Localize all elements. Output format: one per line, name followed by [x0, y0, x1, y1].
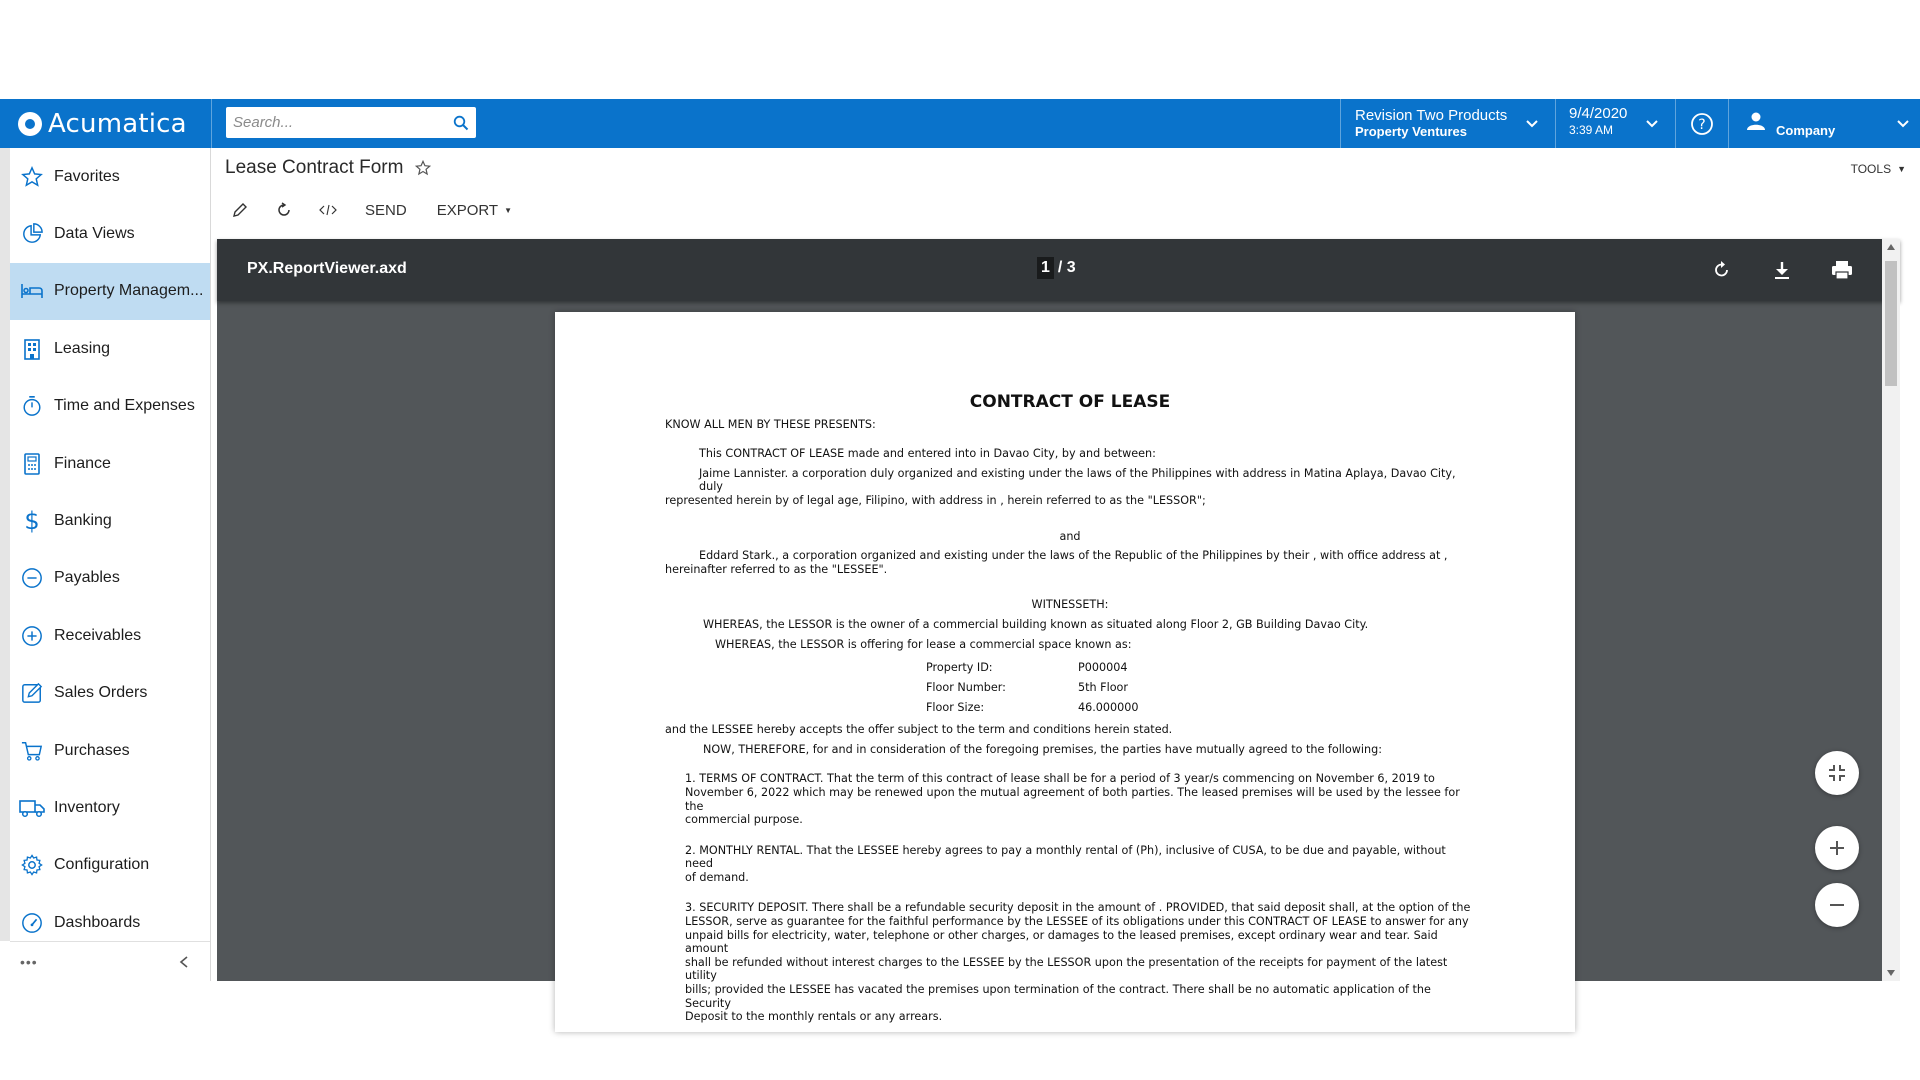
sidebar-item-label: Payables — [54, 569, 120, 587]
sidebar-item-label: Banking — [54, 512, 112, 530]
sidebar-item-leasing[interactable] — [10, 320, 210, 377]
doc-paragraph: of demand. — [685, 870, 749, 884]
sidebar-item-configuration[interactable] — [10, 837, 210, 894]
gear-icon — [20, 853, 44, 877]
refresh-button[interactable] — [269, 195, 299, 225]
sidebar-item-favorites[interactable] — [10, 148, 210, 205]
doc-paragraph: unpaid bills for electricity, water, telephone or other charges, or damages to the leased premises, except ordinary wear and tear. Said amount — [685, 928, 1438, 956]
doc-paragraph: 2. MONTHLY RENTAL. That the LESSEE hereby agrees to pay a monthly rental of (Ph), inclusive of CUSA, to be due and payable, without need — [685, 843, 1446, 871]
chevron-down-icon — [1896, 117, 1910, 131]
minus-circle-icon — [20, 566, 44, 590]
sidebar-item-label: Property Managem... — [54, 282, 204, 300]
plus-icon — [1829, 840, 1845, 856]
rotate-icon — [1712, 260, 1732, 280]
sidebar-item-finance[interactable] — [10, 435, 210, 492]
sidebar-item-label: Purchases — [54, 741, 130, 759]
truck-icon — [20, 796, 44, 820]
gauge-icon — [20, 911, 44, 935]
property-details — [926, 658, 1475, 718]
sidebar-item-inventory[interactable] — [10, 779, 210, 836]
property-value: 5th Floor — [1078, 681, 1128, 695]
doc-paragraph: 1. TERMS OF CONTRACT. That the term of this contract of lease shall be for a period of 3 year/s commencing on November 6, 2019 to — [685, 772, 1435, 786]
property-value: P000004 — [1078, 661, 1128, 675]
star-icon — [20, 165, 44, 189]
main-content — [211, 148, 1920, 1024]
toolbar — [225, 195, 534, 225]
doc-paragraph: WHEREAS, the LESSOR is the owner of a commercial building known as situated along Floor 2, GB Building Davao City. — [703, 617, 1369, 631]
doc-paragraph: Eddard Stark., a corporation organized and existing under the laws of the Republic of the Philippines by their , with office address at , — [699, 549, 1448, 563]
company-name: Property Ventures — [1355, 124, 1467, 139]
viewer-scrollbar[interactable] — [1882, 239, 1900, 981]
help-icon — [1690, 112, 1714, 136]
scroll-up-arrow-icon[interactable] — [1887, 244, 1895, 250]
sidebar-item-label: Finance — [54, 454, 111, 472]
print-button[interactable] — [1827, 255, 1857, 285]
sidebar-item-label: Sales Orders — [54, 684, 148, 702]
top-bar — [0, 99, 1920, 148]
code-icon — [319, 203, 337, 217]
edit-icon — [20, 681, 44, 705]
chevron-down-icon — [1645, 117, 1659, 131]
doc-paragraph: and — [1059, 529, 1081, 543]
sidebar-item-payables[interactable] — [10, 550, 210, 607]
search-icon[interactable] — [446, 107, 476, 138]
doc-paragraph: LESSOR, serve as guarantee for the faithful performance by the LESSEE of its obligations under this CONTRACT OF LEASE to answer for any — [685, 915, 1469, 929]
doc-paragraph: bills; provided the LESSEE has vacated the premises upon termination of the contract. There shall be no automatic application of the Security — [685, 983, 1431, 1010]
favorite-star-icon[interactable] — [415, 160, 431, 176]
doc-paragraph: 3. SECURITY DEPOSIT. There shall be a refundable security deposit in the amount of . PROVIDED, that said deposit shall, at the option of the — [685, 901, 1471, 915]
caret-down-icon: ▼ — [1897, 164, 1906, 174]
divider — [211, 99, 212, 148]
bed-icon — [20, 279, 44, 303]
rotate-button[interactable] — [1707, 255, 1737, 285]
fit-page-button[interactable] — [1815, 751, 1859, 795]
viewer-toolbar — [217, 239, 1900, 301]
calculator-icon — [20, 452, 44, 476]
zoom-in-button[interactable] — [1815, 826, 1859, 870]
property-row — [926, 678, 1475, 698]
doc-paragraph: This CONTRACT OF LEASE made and entered into in Davao City, by and between: — [699, 447, 1156, 461]
scroll-down-arrow-icon[interactable] — [1887, 970, 1895, 976]
sidebar — [0, 148, 211, 981]
doc-paragraph: NOW, THEREFORE, for and in consideration of the foregoing premises, the parties have mutually agreed to the following: — [703, 742, 1382, 756]
doc-paragraph: Deposit to the monthly rentals or any arrears. — [685, 1010, 943, 1024]
property-row — [926, 698, 1475, 718]
sidebar-item-label: Favorites — [54, 167, 120, 185]
sidebar-footer — [10, 941, 210, 981]
document-page — [555, 312, 1575, 1032]
tools-label: TOOLS — [1850, 162, 1892, 176]
plus-circle-icon — [20, 624, 44, 648]
business-date-selector[interactable] — [1555, 99, 1675, 148]
cart-icon — [20, 739, 44, 763]
pencil-icon — [232, 202, 248, 218]
doc-paragraph: KNOW ALL MEN BY THESE PRESENTS: — [665, 417, 876, 431]
sidebar-item-purchases[interactable] — [10, 722, 210, 779]
scrollbar-thumb[interactable] — [1885, 261, 1897, 386]
sidebar-item-label: Data Views — [54, 225, 135, 243]
acumatica-logo[interactable] — [0, 99, 211, 148]
sidebar-item-label: Time and Expenses — [54, 397, 195, 415]
page-title: Lease Contract Form — [225, 157, 404, 178]
help-button[interactable] — [1675, 99, 1728, 148]
stopwatch-icon — [20, 394, 44, 418]
dollar-icon: $ — [24, 507, 40, 536]
collapse-sidebar-icon[interactable] — [178, 955, 190, 969]
tools-menu[interactable] — [1851, 162, 1906, 176]
print-icon — [1831, 260, 1853, 280]
business-date: 9/4/2020 — [1569, 105, 1628, 122]
sidebar-item-banking[interactable] — [10, 492, 210, 549]
sidebar-item-data-views[interactable] — [10, 205, 210, 262]
search-input[interactable] — [226, 107, 446, 138]
property-row — [926, 658, 1475, 678]
document-body — [665, 392, 1475, 1024]
logo-mark-icon — [18, 112, 42, 136]
sidebar-item-label: Dashboards — [54, 913, 141, 931]
current-page-input[interactable]: 1 — [1037, 257, 1054, 279]
sidebar-item-label: Inventory — [54, 798, 120, 816]
page-total: / 3 — [1057, 259, 1076, 276]
doc-paragraph: WHEREAS, the LESSOR is offering for lease a commercial space known as: — [715, 637, 1132, 651]
doc-paragraph: commercial purpose. — [685, 813, 803, 827]
doc-paragraph: hereinafter referred to as the "LESSEE". — [665, 562, 888, 576]
doc-paragraph: shall be refunded without interest charges to the LESSEE by the LESSOR upon the presentation of the receipts for payment of the latest utility — [685, 955, 1448, 983]
branch-name: Revision Two Products — [1355, 107, 1508, 124]
more-menu-button[interactable]: ••• — [20, 953, 38, 970]
user-icon — [1746, 111, 1766, 131]
source-code-button[interactable] — [313, 195, 343, 225]
export-button[interactable] — [429, 195, 520, 225]
download-icon — [1773, 260, 1791, 280]
sidebar-item-label: Configuration — [54, 856, 150, 874]
user-label: Company — [1776, 123, 1836, 138]
viewer-file-name: PX.ReportViewer.axd — [247, 260, 407, 277]
report-viewer — [217, 239, 1900, 1024]
sidebar-item-sales-orders[interactable] — [10, 665, 210, 722]
form-header — [225, 157, 431, 179]
page-indicator — [1037, 257, 1076, 279]
fit-to-page-icon — [1828, 764, 1846, 782]
sidebar-item-receivables[interactable] — [10, 607, 210, 664]
property-key: Floor Size: — [926, 701, 985, 715]
business-time: 3:39 AM — [1569, 123, 1614, 137]
property-value: 46.000000 — [1078, 701, 1139, 715]
edit-button[interactable] — [225, 195, 255, 225]
user-menu[interactable] — [1728, 99, 1920, 148]
zoom-out-button[interactable] — [1815, 883, 1859, 927]
logo-text: Acumatica — [48, 108, 187, 139]
branch-selector[interactable] — [1340, 99, 1555, 148]
refresh-icon — [276, 202, 292, 218]
doc-paragraph: represented herein by of legal age, Filipino, with address in , herein referred to as the "LESSOR"; — [665, 493, 1206, 507]
doc-paragraph: Jaime Lannister. a corporation duly organized and existing under the laws of the Philippines with address in Matina Aplaya, Davao City, duly — [699, 466, 1456, 494]
send-button[interactable] — [357, 195, 415, 225]
property-key: Floor Number: — [926, 681, 1006, 695]
app-window — [0, 99, 1920, 1024]
chevron-down-icon — [1525, 117, 1539, 131]
export-label: EXPORT — [436, 201, 499, 219]
sidebar-menu — [10, 148, 210, 951]
property-key: Property ID: — [926, 661, 993, 675]
download-button[interactable] — [1767, 255, 1797, 285]
sidebar-scroll-track[interactable] — [0, 148, 10, 941]
sidebar-item-label: Receivables — [54, 626, 142, 644]
building-icon — [20, 337, 44, 361]
search-box[interactable] — [226, 107, 476, 138]
doc-paragraph: November 6, 2022 which may be renewed upon the mutual agreement of both parties. The leased premises will be used by the lessee for the — [685, 785, 1460, 813]
minus-icon — [1829, 897, 1845, 913]
doc-paragraph: and the LESSEE hereby accepts the offer subject to the term and conditions herein stated. — [665, 723, 1173, 737]
send-label: SEND — [365, 201, 407, 219]
svg-text:?: ? — [1697, 116, 1706, 133]
sidebar-item-label: Leasing — [54, 339, 111, 357]
sidebar-item-time-and-expenses[interactable] — [10, 378, 210, 435]
doc-paragraph: WITNESSETH: — [1031, 598, 1109, 612]
sidebar-item-property-management[interactable] — [10, 263, 210, 320]
caret-down-icon: ▼ — [504, 205, 513, 215]
pie-chart-icon — [20, 222, 44, 246]
document-title: CONTRACT OF LEASE — [969, 392, 1171, 412]
